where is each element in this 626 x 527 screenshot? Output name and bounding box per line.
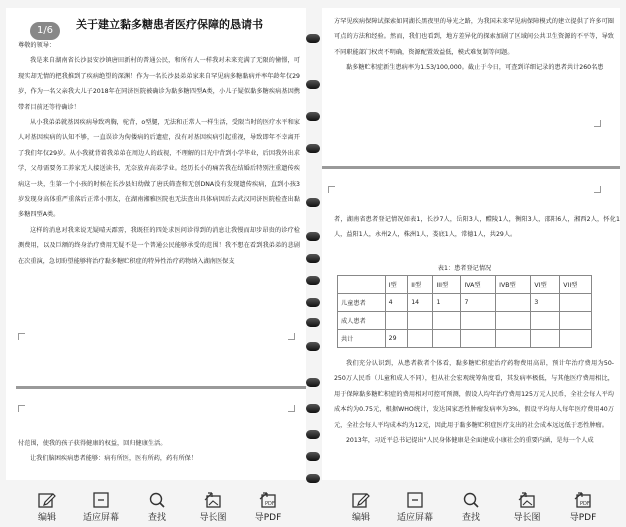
table-cell (433, 312, 461, 330)
table-cell (408, 330, 433, 348)
paragraph: 这样的消息对我来说无疑晴天霹雳，我既狂的四处求医问诊得到的消息让我慢而却步昂贵的诊疗检测费用，以及巨额的终身治疗费用无疑不是一个普通公民能够承受的范围！我不想在看到我弟弟的悲剧在次重演，急切盼望能够将治疗黏多糖贮积症的特异性治疗药物纳入湖南医保支 (18, 226, 300, 265)
fit-screen-icon (92, 492, 110, 508)
page-corner-mark (18, 333, 25, 340)
right-page-upper-text (322, 14, 620, 76)
document-title: 关于建立黏多糖患者医疗保障的恳请书 (76, 18, 263, 31)
paragraph: 从小我弟弟就基因疾病导致鸡胸，驼背，o型腿，无法和正常人一样生活，受限当时的医疗水平和家人对基因疾病的认知不够，一直误诊为佝偻病的后遗症，没有对基因疾病引起重视，导致即年不幸离开了我们年仅29岁。从小我就背着我弟弟在周边人的歧视，不理解的目光中背到小学毕业，后因我外出求学，父母需要务工养家无人接送读书，无奈放弃高弟学业。经历长小的痛苦我在结婚后特别注重遗传疾病这一块，生第一个小孩的时候在长沙县妇幼做了唐氏筛查和无创DNA没有发现遗传疾病，直到小孩3岁发现身高体重严重落后正常小朋友，在湖南湘雅医院也无法查出具体病因后去武汉同济医院检查出黏多糖四型A类。 (18, 119, 300, 219)
export-long-image-button[interactable] (502, 492, 552, 523)
long-image-label: 导长图 (199, 513, 227, 523)
edit-label: 编辑 (37, 513, 56, 523)
table-cell (560, 294, 592, 312)
fit-screen-button[interactable] (76, 492, 126, 523)
table-cell: 1 (433, 294, 461, 312)
table-cell (461, 330, 496, 348)
fit-screen-icon (406, 492, 424, 508)
svg-text:PDF: PDF (265, 501, 275, 507)
table-cell (531, 330, 560, 348)
pdf-export-icon (574, 492, 592, 508)
table-cell (408, 312, 433, 330)
pdf-label: 导PDF (254, 513, 282, 523)
page-corner-mark (594, 120, 601, 127)
search-button[interactable] (132, 492, 182, 523)
export-long-image-button[interactable] (188, 492, 238, 523)
page-corner-mark (288, 405, 295, 412)
search-button[interactable] (446, 492, 496, 523)
edit-icon (38, 492, 56, 508)
svg-text:PDF: PDF (580, 501, 590, 507)
table-row (338, 330, 592, 348)
table-cell (433, 330, 461, 348)
table-header-cell: II型 (408, 276, 433, 294)
table-row (338, 312, 592, 330)
table-caption: 表1：患者登记情况 (437, 265, 492, 272)
search-label: 查找 (461, 513, 480, 523)
pdf-export-icon (259, 492, 277, 508)
table-header-cell: IVA型 (461, 276, 496, 294)
long-image-icon (518, 492, 536, 508)
export-pdf-button[interactable] (558, 492, 608, 523)
right-page-lower-text (322, 356, 620, 448)
table-cell (496, 312, 531, 330)
table-header-cell: VI型 (531, 276, 560, 294)
right-document-page[interactable] (322, 8, 620, 480)
page-corner-mark (328, 186, 335, 193)
paragraph: 我们充分认识到，从患者救者个体看，黏多糖贮积症治疗药物费用高昂，预计年治疗费用为50-250万人民币（儿童和成人不同），但从社会宏观统筹角度看，其发病率极低，与其他医疗费用相比，用于保障黏多糖贮积症的费用相对可控可预测，假设人均年治疗费用125万元人民币，全社会每人平均成本约为0.75元，根据WHO统计，发达国家恶性肿瘤发病率为3%，假设平均每人每年医疗费用40万元，全社会每人平均成本约为12元，因此用于黏多糖贮积症医疗支出的社会成本远远低于恶性肿瘤。 (334, 360, 614, 429)
paragraph: 付范围，使我的孩子获得健康的权益，回归健康生活。 (18, 440, 167, 447)
table-header-cell: VII型 (560, 276, 592, 294)
page-break-divider (16, 386, 306, 389)
search-label: 查找 (147, 513, 166, 523)
page-corner-mark (594, 186, 601, 193)
table-cell: 儿童患者 (338, 294, 386, 312)
paragraph: 方罕见疾病保障试探索如同湖长黑夜里的导光之路，为我国未来罕见病保障模式的建立提供了许多可圈可点的方法和经验。然而，我们也看到，地方差异化的探索加剧了区域间公共卫生资源的不平等，导致不同职能部门权责不明确，资源配置效益低，模式难复制等问题。 (334, 18, 614, 56)
table-cell: 29 (385, 330, 408, 348)
table-header-cell: III型 (433, 276, 461, 294)
bottom-toolbar (0, 483, 626, 527)
paragraph: 2013年，习近平总书记提出"人民身体健康是全面建成小康社会的重要内涵，是每一个人成 (346, 437, 594, 445)
fit-screen-label: 适应屏幕 (396, 513, 433, 523)
table-cell (385, 312, 408, 330)
long-image-icon (204, 492, 222, 508)
long-image-label: 导长图 (513, 513, 541, 523)
export-pdf-button[interactable] (243, 492, 293, 523)
edit-label: 编辑 (351, 513, 370, 523)
left-page-lower-text (6, 436, 306, 467)
search-icon (148, 492, 166, 508)
patient-registration-table (337, 260, 592, 348)
fit-screen-label: 适应屏幕 (82, 513, 119, 523)
table-cell (560, 312, 592, 330)
paragraph: 者，湖南省患者登记情况如表1，长沙7人，岳阳3人，醴陵1人，衡阳3人，邵阳6人，湘西2人，怀化1人，益阳1人，永州2人，株洲1人，娄底1人，常德1人，共29人。 (334, 216, 620, 239)
page-indicator-badge: 1/6 (30, 22, 60, 40)
table-header-row (338, 276, 592, 294)
table-cell (496, 330, 531, 348)
table-cell: 14 (408, 294, 433, 312)
edit-icon (352, 492, 370, 508)
paragraph: 黏多糖贮积症新生患病率为1.53/100,000。截止于今日，可查到详细记录的患者共计260名患 (346, 64, 604, 72)
table-cell: 成人患者 (338, 312, 386, 330)
table-row (338, 294, 592, 312)
paragraph: 我是来自湖南省长沙县安沙镇唐田新村的普通公民，和所有人一样我对未来充满了无限的憧憬，可现实却无情的把我推到了疾病绝望的深渊！作为一名长沙县弟弟家来自罕见病多糖黏病并率年龄年仅29岁，作为一名父亲我大儿子2018年在同济医院被确诊为黏多糖四型A类，小儿子疑似黏多糖疾病基因携带者目前还等待确诊！ (18, 57, 300, 111)
table-cell: 3 (531, 294, 560, 312)
paragraph: 让我们脑困疾病患者能够：病有所医，医有所药，药有所保！ (30, 455, 198, 463)
search-icon (462, 492, 480, 508)
table-cell (531, 312, 560, 330)
table-header-cell: IVB型 (496, 276, 531, 294)
table-cell (461, 312, 496, 330)
edit-button[interactable] (22, 492, 72, 523)
greeting: 尊敬的领导： (18, 42, 56, 49)
page-corner-mark (288, 333, 295, 340)
table-header-cell (338, 276, 386, 294)
table-header-cell: I型 (385, 276, 408, 294)
table-cell (496, 294, 531, 312)
pdf-label: 导PDF (569, 513, 597, 523)
left-document-page[interactable] (6, 8, 306, 480)
table-cell: 7 (461, 294, 496, 312)
left-page-upper-text (6, 38, 306, 269)
page-break-divider (322, 166, 620, 169)
table-cell: 4 (385, 294, 408, 312)
page-corner-mark (18, 405, 25, 412)
table-cell (560, 330, 592, 348)
table-cell: 共计 (338, 330, 386, 348)
fit-screen-button[interactable] (390, 492, 440, 523)
edit-button[interactable] (336, 492, 386, 523)
